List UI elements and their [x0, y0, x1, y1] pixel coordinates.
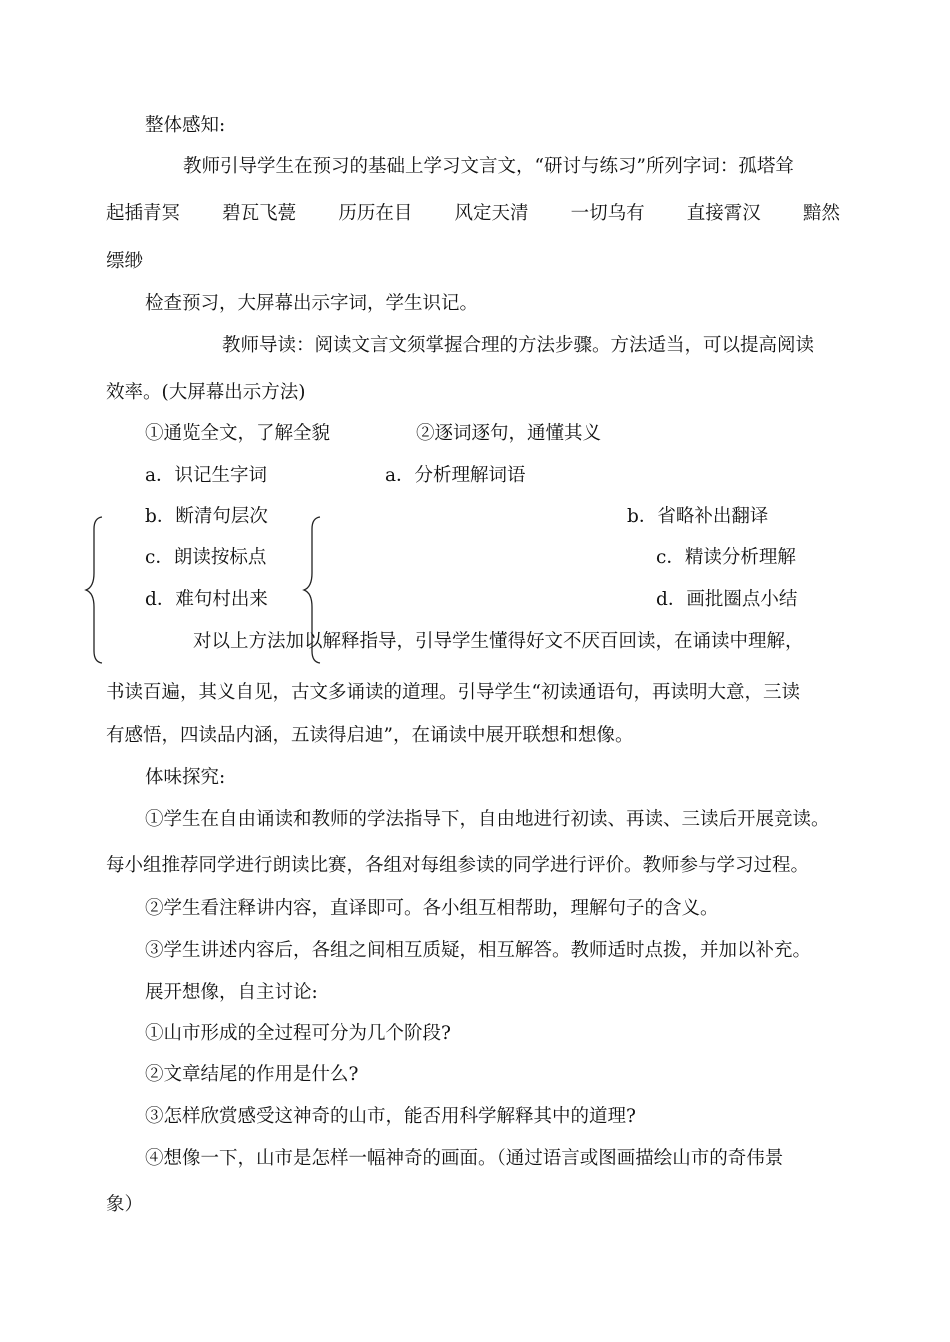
vocab-item: 直接霄汉	[686, 203, 761, 224]
vocab-item: 黯然	[802, 203, 840, 224]
discussion-question-3: ③怎样欣赏感受这神奇的山市，能否用科学解释其中的道理?	[145, 1106, 636, 1127]
method-1-item: a．识记生字词	[145, 465, 268, 486]
paragraph-method-guide-line1: 对以上方法加以解释指导，引导学生懂得好文不厌百回读，在诵读中理解，	[193, 631, 804, 652]
heading-overall: 整体感知:	[145, 115, 226, 136]
method-1-item: c．朗读按标点	[145, 547, 267, 568]
discussion-question-4-line1: ④想像一下，山市是怎样一幅神奇的画面。（通过语言或图画描绘山市的奇伟景	[145, 1148, 784, 1169]
paragraph-teacher-guide-line2: 效率。(大屏幕出示方法)	[106, 382, 306, 403]
vocab-item: 一切乌有	[570, 203, 645, 224]
method-2-item: b．省略补出翻译	[627, 506, 769, 527]
explore-item-1-line2: 每小组推荐同学进行朗读比赛，各组对每组参读的同学进行评价。教师参与学习过程。	[106, 855, 810, 876]
discussion-question-1: ①山市形成的全过程可分为几个阶段?	[145, 1023, 451, 1044]
vocab-item: 历历在目	[338, 203, 413, 224]
method-2-item: a．分析理解词语	[385, 465, 526, 486]
method-1-item: d．难句村出来	[145, 589, 268, 610]
method-2-item: c．精读分析理解	[656, 547, 796, 568]
explore-item-2: ②学生看注释讲内容，直译即可。各小组互相帮助，理解句子的含义。	[145, 898, 719, 919]
method-2-title: ②逐词逐句，通懂其义	[416, 423, 602, 444]
paragraph-intro-line1: 教师引导学生在预习的基础上学习文言文，“研讨与练习”所列字词：孤塔耸	[183, 156, 794, 177]
vocab-item: 起插青冥	[106, 203, 181, 224]
vocab-item-last: 缥缈	[106, 251, 144, 272]
method-1-title: ①通览全文，了解全貌	[145, 423, 331, 444]
heading-explore: 体味探究:	[145, 767, 226, 788]
paragraph-method-guide-line2: 书读百遍，其义自见，古文多诵读的道理。引导学生“初读通语句，再读明大意，三读	[106, 682, 800, 703]
vocab-item: 碧瓦飞甍	[222, 203, 297, 224]
paragraph-method-guide-line3: 有感悟，四读品内涵，五读得启迪”，在诵读中展开联想和想像。	[106, 725, 634, 746]
paragraph-teacher-guide-line1: 教师导读：阅读文言文须掌握合理的方法步骤。方法适当，可以提高阅读	[222, 335, 815, 356]
discussion-question-2: ②文章结尾的作用是什么?	[145, 1064, 359, 1085]
paragraph-preview-check: 检查预习，大屏幕出示字词，学生识记。	[145, 293, 479, 314]
method-1-item: b．断清句层次	[145, 506, 268, 527]
heading-discussion: 展开想像，自主讨论:	[145, 982, 318, 1003]
discussion-question-4-line2: 象）	[106, 1194, 144, 1215]
explore-item-3: ③学生讲述内容后，各组之间相互质疑，相互解答。教师适时点拨，并加以补充。	[145, 940, 812, 961]
left-brace-1	[84, 515, 106, 665]
explore-item-1-line1: ①学生在自由诵读和教师的学法指导下，自由地进行初读、再读、三读后开展竞读。	[145, 809, 830, 830]
method-2-item: d．画批圈点小结	[656, 589, 798, 610]
vocab-item: 风定天清	[454, 203, 529, 224]
vocab-list	[106, 202, 840, 226]
